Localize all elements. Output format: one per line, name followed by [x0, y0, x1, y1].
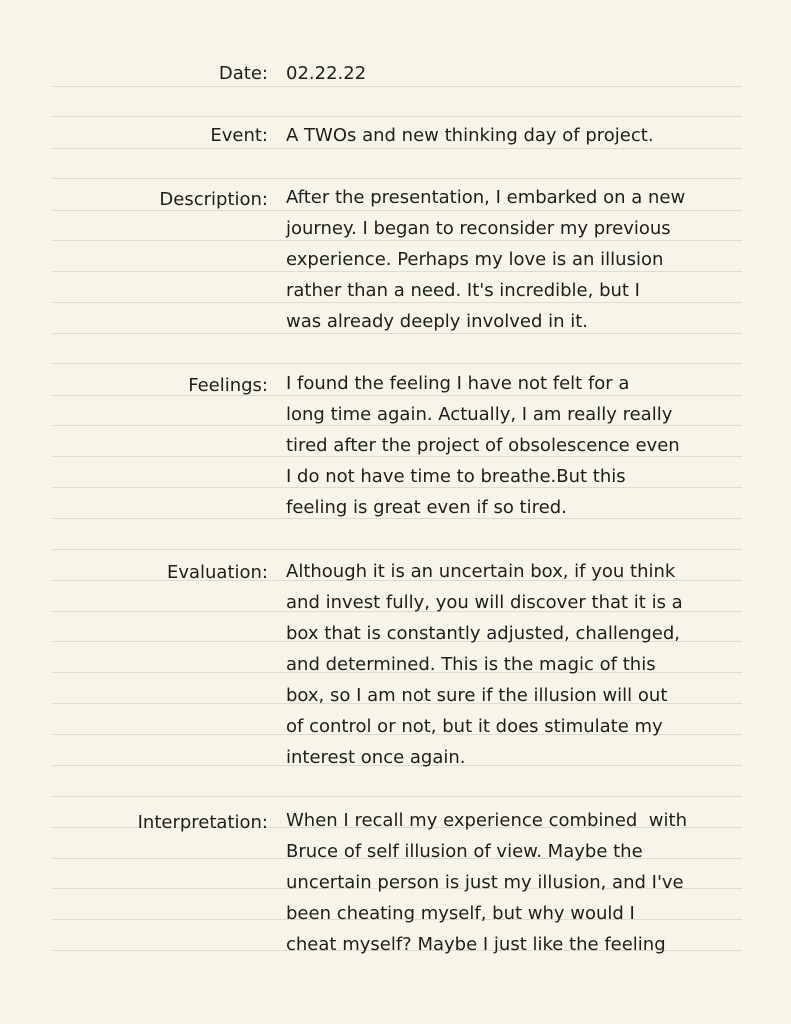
entry-value: When I recall my experience combined with Bruce of self illusion of view. Maybe the uncertain person is just my illusion, and I've been cheating myself, but why would I cheat myself? Maybe I just like the feeling — [286, 810, 687, 955]
entry-label: Description: — [159, 189, 268, 210]
rule-line — [52, 549, 742, 550]
rule-line — [52, 116, 742, 117]
rule-line — [52, 363, 742, 364]
entry-label: Event: — [210, 125, 268, 146]
rule-line — [52, 796, 742, 797]
entry-value: I found the feeling I have not felt for a long time again. Actually, I am really really tired after the project of obsolescence even I do not have time to breathe.But this feeling is great even if so tired. — [286, 373, 680, 518]
entry-label: Feelings: — [188, 375, 268, 396]
entry-value: 02.22.22 — [286, 63, 367, 84]
entry-value: Although it is an uncertain box, if you think and invest fully, you will discover that it is a box that is constantly adjusted, challenged, and determined. This is the magic of this box, so I am not sure if the illusion will out of control or not, but it does stimulate my interest once again. — [286, 561, 683, 768]
entry-label: Date: — [218, 63, 268, 84]
entry-value: After the presentation, I embarked on a new journey. I began to reconsider my previous experience. Perhaps my love is an illusion rather than a need. It's incredible, but I was already deeply involved in it. — [286, 187, 686, 332]
entry-label: Interpretation: — [137, 812, 268, 833]
rule-line — [52, 178, 742, 179]
entry-label: Evaluation: — [166, 562, 268, 583]
entry-value: A TWOs and new thinking day of project. — [286, 125, 654, 146]
